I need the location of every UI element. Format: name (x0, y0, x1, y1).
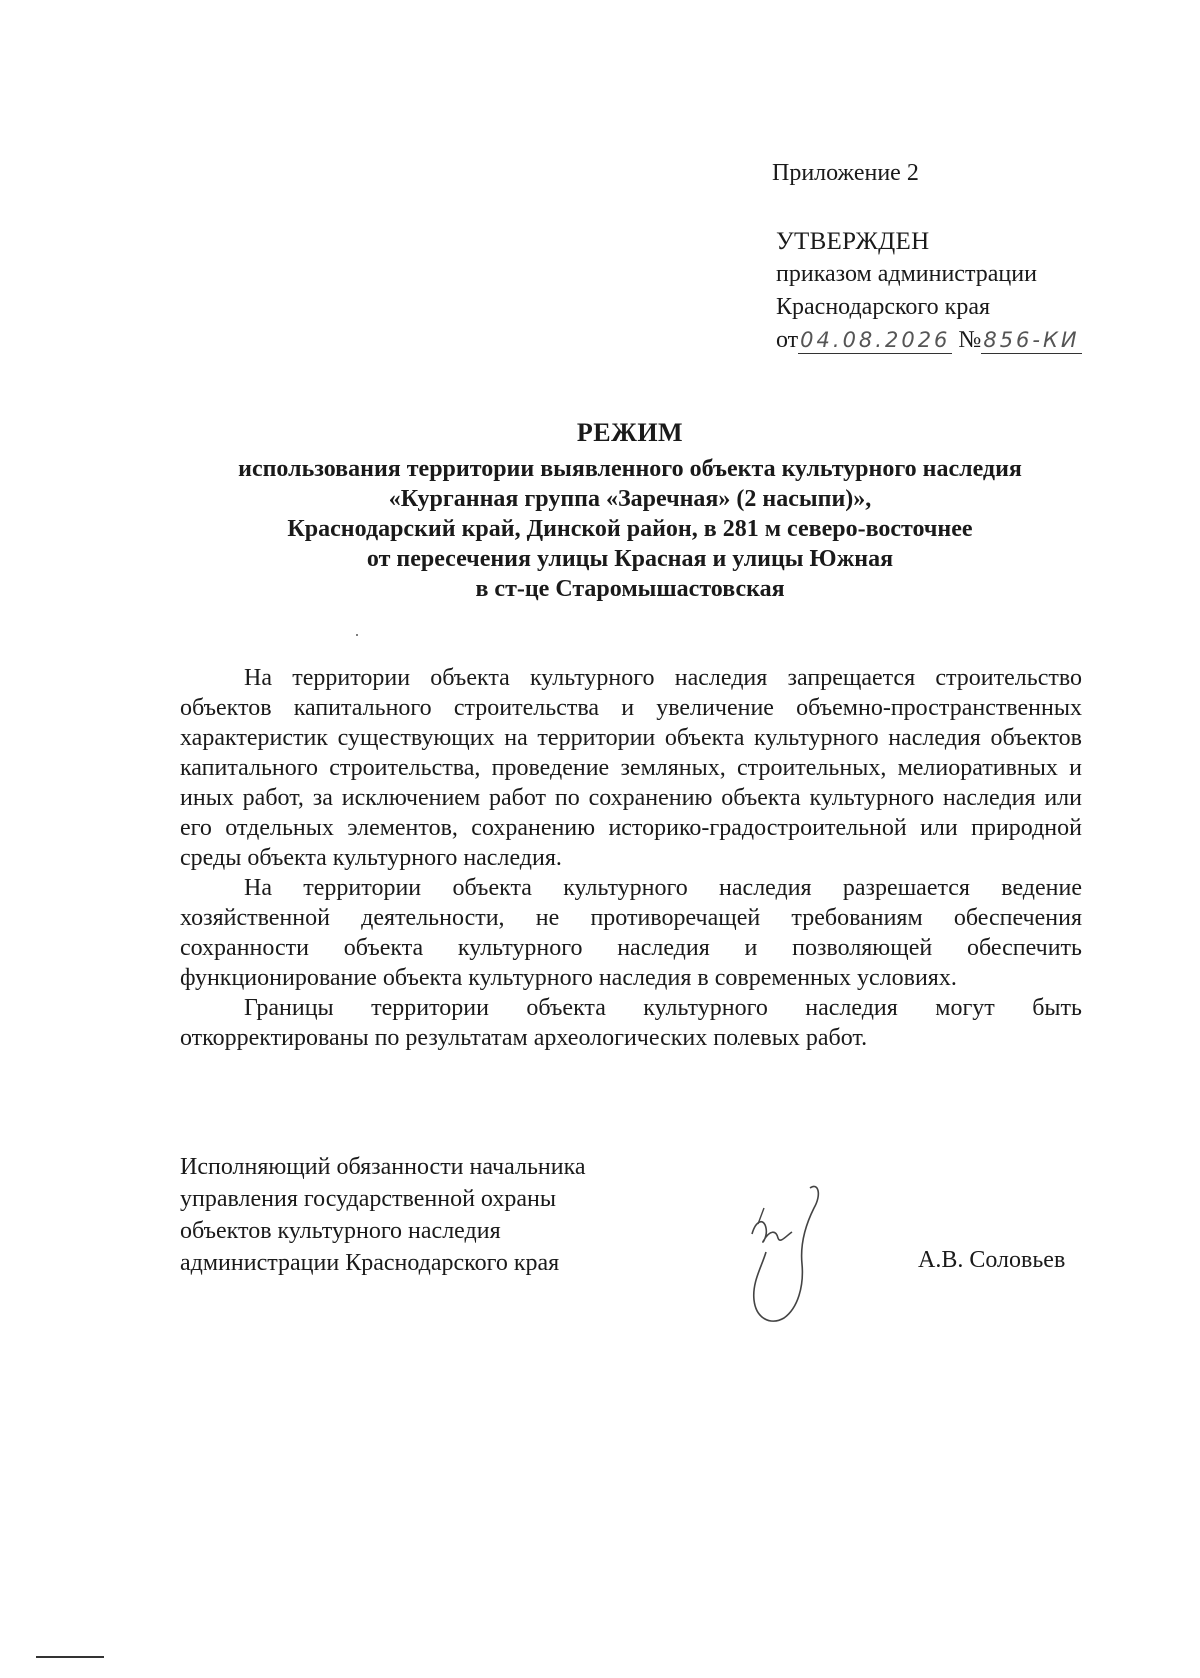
title-line-2: «Курганная группа «Заречная» (2 насыпи)», (388, 486, 872, 512)
signatory-name: А.В. Соловьев (918, 1247, 1066, 1273)
document-body (180, 663, 1082, 1053)
position-line-3: объектов культурного наследия (180, 1218, 501, 1244)
title-line-5: в ст-це Старомышастовская (475, 576, 785, 602)
title-line-4: от пересечения улицы Красная и улицы Южная (366, 546, 894, 572)
handwritten-signature (740, 1168, 870, 1348)
number-prefix: № (958, 327, 982, 353)
approval-line-2: Краснодарского края (776, 294, 991, 320)
position-line-4: администрации Краснодарского края (180, 1250, 560, 1276)
scan-edge-mark (36, 1656, 104, 1658)
scan-speck (356, 634, 358, 636)
handwritten-number: 856-КИ (983, 328, 1080, 352)
body-paragraph-3: Границы территории объекта культурного наследия могут быть откорректированы по результатам археологических полевых работ. (180, 995, 1082, 1051)
title-line-1: использования территории выявленного объекта культурного наследия (238, 456, 1022, 482)
body-paragraph-1: На территории объекта культурного наследия запрещается строительство объектов капитального строительства и увеличение объемно-пространственных характеристик существующих на территории объекта культурного наследия объектов капитального строительства, проведение земляных, строительных, мелиоративных и иных работ, за исключением работ по сохранению объекта культурного наследия или его отдельных элементов, сохранению историко-градостроительной или природной среды объекта культурного наследия. (180, 665, 1082, 871)
document-title (0, 418, 1200, 604)
position-line-2: управления государственной охраны (180, 1186, 556, 1212)
date-prefix: от (776, 327, 799, 353)
title-main: РЕЖИМ (576, 418, 684, 447)
approval-date-line (776, 324, 1082, 357)
title-line-3: Краснодарский край, Динской район, в 281 м северо-восточнее (287, 516, 973, 542)
date-field (798, 327, 952, 354)
approval-line-1: приказом администрации (776, 261, 1037, 287)
position-line-1: Исполняющий обязанности начальника (180, 1154, 586, 1180)
signatory-position (180, 1151, 586, 1279)
appendix-label: Приложение 2 (772, 160, 919, 186)
body-paragraph-2: На территории объекта культурного наследия разрешается ведение хозяйственной деятельности, не противоречащей требованиям обеспечения сохранности объекта культурного наследия и позволяющей обеспечить функционирование объекта культурного наследия в современных условиях. (180, 875, 1082, 991)
number-field (981, 327, 1081, 354)
approval-heading: УТВЕРЖДЕН (776, 228, 930, 255)
approval-stamp (776, 225, 1082, 357)
handwritten-date: 04.08.2026 (800, 328, 951, 352)
